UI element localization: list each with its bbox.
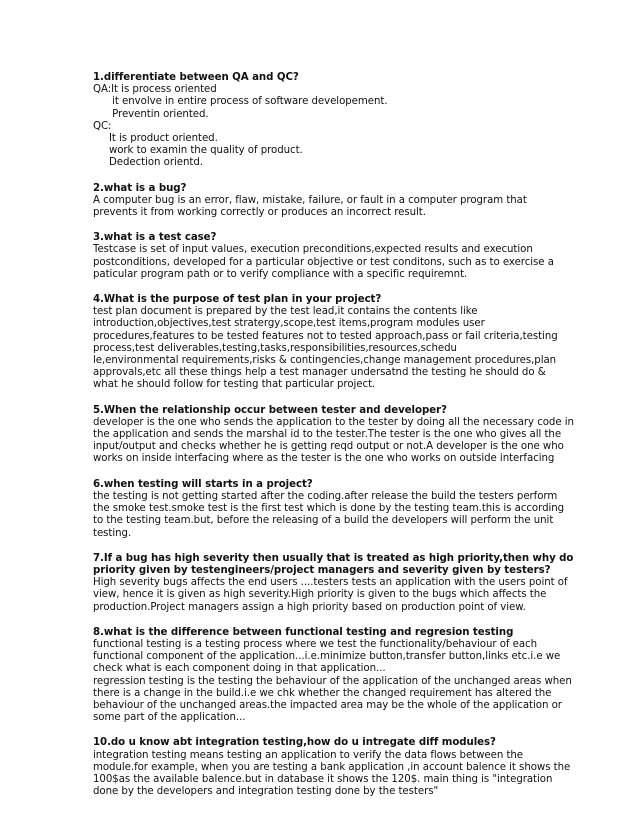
answer-line: prevents it from working correctly or produces an incorrect result. bbox=[93, 207, 426, 219]
answer-line: input/output and checks whether he is getting reqd output or not.A developer is the one who bbox=[93, 441, 564, 453]
qa-section bbox=[93, 478, 565, 540]
qa-section bbox=[93, 183, 553, 220]
answer-line: Dedection orientd. bbox=[93, 157, 203, 169]
qa-section bbox=[93, 404, 574, 466]
answer-line: view, hence it is given as high severity.High priority is given to the bugs which affects the bbox=[93, 589, 547, 601]
answer-line: done by the developers and integration testing done by the testers" bbox=[93, 786, 439, 798]
answer-line: le,environmental requirements,risks & contingencies,change management procedures,plan bbox=[93, 355, 557, 367]
question-heading: 7.If a bug has high severity then usually that is treated as high priority,then why do bbox=[93, 552, 574, 564]
answer-line: testing. bbox=[93, 527, 132, 539]
answer-line: the testing is not getting started after the coding.after release the build the testers perform bbox=[93, 490, 558, 502]
answer-line: A computer bug is an error, flaw, mistake, failure, or fault in a computer program that bbox=[93, 194, 527, 206]
answer-line: procedures,features to be tested features not to tested approach,pass or fail criteria,testing bbox=[93, 330, 558, 342]
answer-line: QA:It is process oriented bbox=[93, 84, 217, 96]
question-heading: 3.what is a test case? bbox=[93, 232, 217, 244]
answer-line: to the testing team.but, before the releasing of a build the developers will perform the unit bbox=[93, 515, 554, 527]
answer-line: production.Project managers assign a high priority based on production point of view. bbox=[93, 601, 526, 613]
document-page bbox=[93, 72, 574, 798]
question-heading: 1.differentiate between QA and QC? bbox=[93, 72, 299, 83]
answer-line: what he should follow for testing that particular project. bbox=[93, 379, 376, 391]
answer-line: module.for example, when you are testing a bank application ,in account balence it shows the bbox=[93, 761, 571, 773]
section-gap bbox=[93, 466, 553, 479]
section-gap bbox=[93, 540, 553, 553]
answer-line: check what is each component doing in that application... bbox=[93, 663, 386, 675]
answer-line: test plan document is prepared by the test lead,it contains the contents like bbox=[93, 306, 478, 318]
answer-line: It is product oriented. bbox=[93, 133, 218, 145]
answer-line: functional component of the application...i.e.minimize button,transfer button,links etc.i.e we bbox=[93, 651, 561, 663]
qa-section bbox=[93, 552, 574, 614]
answer-line: regression testing is the testing the behaviour of the application of the unchanged areas when bbox=[93, 675, 572, 687]
answer-line: integration testing means testing an application to verify the data flows between the bbox=[93, 749, 524, 761]
answer-line: behaviour of the unchanged areas.the impacted area may be the whole of the application or bbox=[93, 699, 562, 711]
section-gap bbox=[93, 614, 553, 627]
section-gap bbox=[93, 724, 553, 737]
answer-line: Preventin oriented. bbox=[93, 108, 209, 120]
question-heading: 6.when testing will starts in a project? bbox=[93, 478, 313, 490]
answer-line: paticular program path or to verify compliance with a specific requiremnt. bbox=[93, 268, 468, 280]
answer-line: approvals,etc all these things help a test manager undersatnd the testing he should do & bbox=[93, 367, 546, 379]
answer-line: work to examin the quality of product. bbox=[93, 145, 303, 157]
answer-line: works on inside interfacing where as the tester is the one who works on outside interfacing bbox=[93, 453, 555, 465]
section-gap bbox=[93, 281, 553, 294]
answer-line: High severity bugs affects the end users ....testers tests an application with the users point of bbox=[93, 577, 568, 589]
answer-line: there is a change in the build.i.e we chk whether the changed requirement has altered the bbox=[93, 687, 552, 699]
question-heading: 10.do u know abt integration testing,how do u intregate diff modules? bbox=[93, 737, 496, 749]
section-gap bbox=[93, 392, 553, 405]
answer-line: Testcase is set of input values, execution preconditions,expected results and execution bbox=[93, 244, 533, 256]
section-gap bbox=[93, 219, 553, 232]
qa-section bbox=[93, 626, 572, 725]
section-gap bbox=[93, 170, 553, 183]
question-heading: 5.When the relationship occur between tester and developer? bbox=[93, 404, 447, 416]
qa-section bbox=[93, 72, 553, 170]
answer-line: QC: bbox=[93, 120, 112, 132]
question-heading: priority given by testengineers/project managers and severity given by testers? bbox=[93, 564, 551, 576]
answer-line: process,test deliverables,testing,tasks,responsibilities,resources,schedu bbox=[93, 342, 457, 354]
qa-section bbox=[93, 232, 553, 281]
question-heading: 4.What is the purpose of test plan in your project? bbox=[93, 294, 382, 306]
answer-line: some part of the application... bbox=[93, 712, 246, 724]
answer-line: the smoke test.smoke test is the first test which is done by the testing team.this is according bbox=[93, 503, 565, 515]
qa-section bbox=[93, 737, 571, 798]
answer-line: the application and sends the marshal id to the tester.The tester is the one who gives all the bbox=[93, 429, 562, 441]
answer-line: 100$as the available balence.but in database it shows the 120$. main thing is "integration bbox=[93, 773, 553, 785]
question-heading: 2.what is a bug? bbox=[93, 182, 187, 194]
answer-line: developer is the one who sends the application to the tester by doing all the necessary code in bbox=[93, 416, 574, 428]
answer-line: it envolve in entire process of software developement. bbox=[93, 96, 388, 108]
qa-section bbox=[93, 294, 558, 392]
question-heading: 8.what is the difference between functional testing and regresion testing bbox=[93, 626, 514, 638]
answer-line: functional testing is a testing process where we test the functionality/behaviour of each bbox=[93, 638, 537, 650]
answer-line: postconditions, developed for a particular objective or test conditons, such as to exercise a bbox=[93, 256, 554, 268]
answer-line: introduction,objectives,test stratergy,scope,test items,program modules user bbox=[93, 318, 485, 330]
